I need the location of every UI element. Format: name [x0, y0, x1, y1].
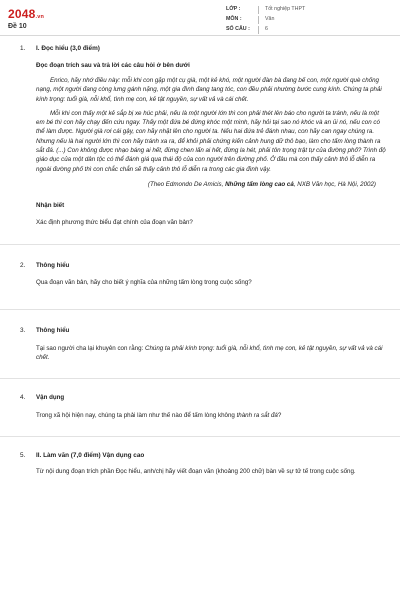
question-1	[0, 44, 400, 245]
question-emphasis: thành ra sắt đá	[236, 411, 278, 419]
meta-row-count	[226, 25, 366, 35]
page-header	[0, 0, 400, 36]
meta-divider	[258, 26, 259, 34]
question-text: Qua đoạn văn bản, hãy cho biết ý nghĩa của những tấm lòng trong cuộc sống?	[36, 279, 252, 287]
question-number: 5.	[20, 451, 26, 459]
citation-prefix: (Theo Edmondo De Amicis,	[147, 180, 226, 188]
question-level: Vận dụng	[36, 394, 65, 402]
question-number: 3.	[20, 327, 26, 335]
question-4	[0, 393, 400, 437]
meta-divider	[258, 6, 259, 14]
meta-row-class	[226, 5, 366, 15]
meta-label-subject: MÔN :	[226, 16, 242, 23]
question-text: Xác định phương thức biểu đạt chính của đoạn văn bản?	[36, 219, 193, 227]
section-heading-writing: II. Làm văn (7,0 điểm) Vận dụng cao	[36, 451, 145, 459]
question-2	[0, 261, 400, 311]
question-level: Thông hiểu	[36, 327, 70, 335]
question-level: Thông hiểu	[36, 261, 70, 269]
question-text	[36, 411, 392, 420]
section-heading-reading: I. Đọc hiểu (3,0 điểm)	[36, 45, 100, 52]
meta-value-subject: Văn	[265, 16, 275, 23]
exam-content	[0, 44, 400, 487]
meta-divider	[258, 16, 259, 24]
site-logo[interactable]	[8, 5, 44, 23]
reading-instruction: Đọc đoạn trích sau và trả lời các câu hỏi ở bên dưới	[36, 61, 190, 69]
passage-citation	[36, 180, 376, 189]
passage-paragraph-2: Mỗi khi con thấy một kẻ sắp bị xe húc phải, nếu là một người lớn thì con phải thét lên báo cho người ta tránh, nếu là một em bé thì con hãy chạy đến cứu ngay. Thấy một đứa bé đứng khóc một mình, hãy hỏi tại sao nó khóc và an ủi nó, nếu con có thể làm được. Người già rơi cái gậy, con hãy nhặt lên cho người ta. Nếu hai đứa trẻ đánh nhau, con hãy can ngay chúng ra. Nhưng nếu là hai người lớn thì con hãy tránh xa ra, để khỏi phải chứng kiến cảnh hung dữ thô bạo, làm cho tấm lòng thành ra sắt đá. (...) Con không được nhạo báng ai hết, đừng chen lấn ai hết, đừng la hét, phải tôn trọng trật tự của đường phố? Trình độ giáo dục của một dân tộc có thể đánh giá qua thái độ của con người trên đường phố. Ở đâu mà con thấy cảnh thô lỗ diễn ra ngoài đường phố thì con chắc chắn sẽ thấy cảnh thô lỗ diễn ra trong các gia đình vậy.	[36, 109, 386, 173]
meta-label-count: SỐ CÂU :	[226, 26, 250, 33]
question-level: Nhận biết	[36, 202, 65, 210]
question-text	[36, 344, 392, 363]
meta-row-subject	[226, 15, 366, 25]
citation-suffix: , NXB Văn học, Hà Nội, 2002)	[293, 180, 376, 188]
meta-value-count: 6	[265, 26, 268, 33]
question-quote: Chúng ta phải kính trọng: tuổi già, nỗi khổ, tình mẹ con, kẻ tật nguyền, sự vất vả và cái chết.	[36, 344, 383, 361]
exam-title: Đề 10	[8, 23, 27, 30]
question-text: Từ nội dung đoạn trích phần Đọc hiểu, anh/chị hãy viết đoạn văn (khoảng 200 chữ) bàn về sự tử tế trong cuộc sống.	[36, 468, 356, 476]
question-text-suffix: ?	[277, 411, 282, 419]
meta-label-class: LỚP :	[226, 6, 241, 13]
passage-paragraph-1: Enrico, hãy nhớ điều này: mỗi khi con gặp một cụ già, một kẻ khó, một người đàn bà đang bế con, một người què chống nạng, một người đang còng lưng gánh nặng, một gia đình đang tang tóc, con đều phải nhường bước cung kính. Chúng ta phải kính trọng: tuổi già, nỗi khổ, tình mẹ con, kẻ tật nguyền, sự vất vả và cái chết.	[36, 76, 382, 103]
logo-sub: .vn	[35, 14, 45, 20]
exam-meta	[226, 5, 366, 35]
question-text-prefix: Tại sao người cha lại khuyên con rằng:	[36, 344, 145, 352]
question-3	[0, 326, 400, 379]
meta-value-class: Tốt nghiệp THPT	[265, 6, 306, 13]
question-5	[0, 451, 400, 487]
logo-main: 2048	[8, 7, 36, 21]
question-number: 4.	[20, 394, 26, 402]
question-number: 1.	[20, 45, 26, 52]
citation-book: Những tấm lòng cao cả	[225, 180, 294, 188]
question-number: 2.	[20, 261, 26, 269]
question-text-prefix: Trong xã hội hiện nay, chúng ta phải làm như thế nào để tấm lòng không	[36, 411, 237, 419]
